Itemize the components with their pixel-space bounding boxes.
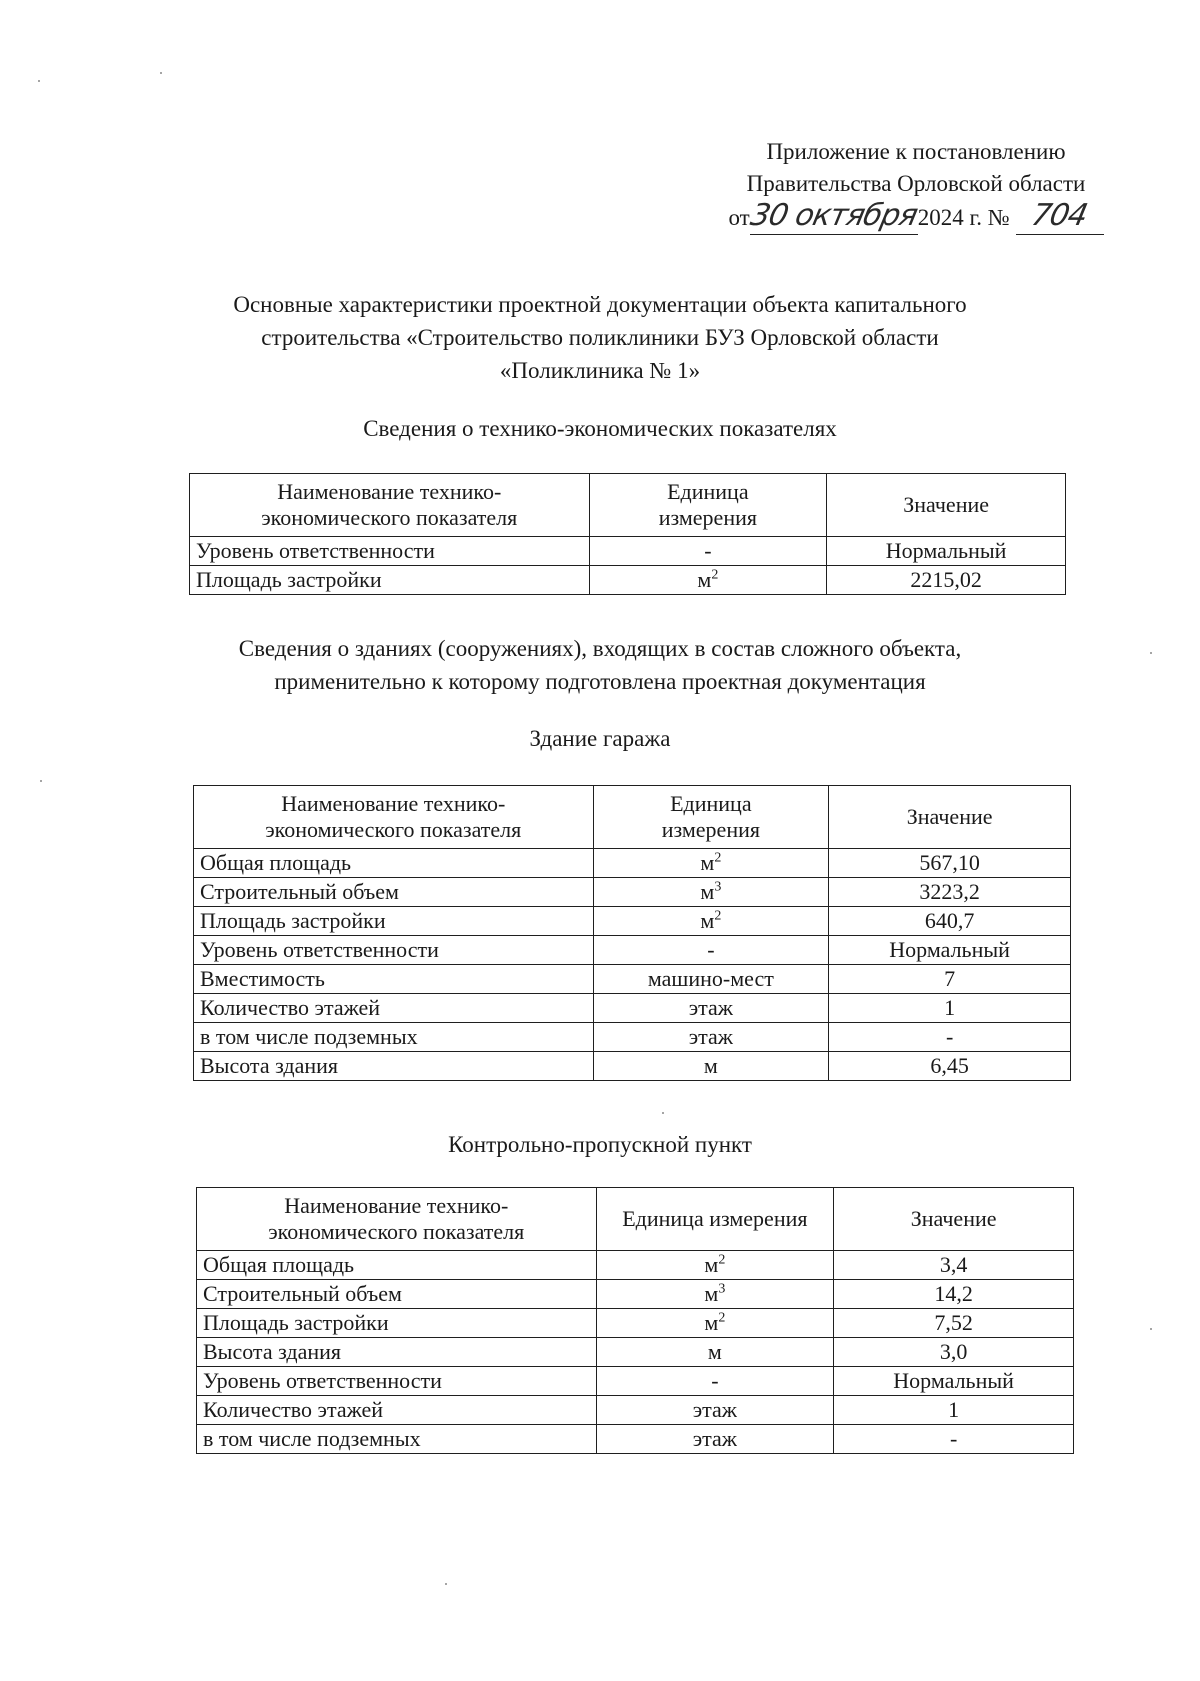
title-line-1: Основные характеристики проектной документации объекта капитального (233, 292, 967, 317)
year-and-number-label: 2024 г. № (917, 205, 1010, 230)
table-row (194, 965, 1071, 994)
table-row (194, 849, 1071, 878)
date-handwritten-field (747, 198, 921, 235)
row-value: 2215,02 (827, 566, 1066, 595)
checkpoint-heading: Контрольно-пропускной пункт (448, 1132, 752, 1157)
row-name: Уровень ответственности (190, 537, 590, 566)
table-row (197, 1396, 1074, 1425)
row-name: Вместимость (194, 965, 594, 994)
header-cell-value: Значение (827, 474, 1066, 537)
row-value: Нормальный (827, 537, 1066, 566)
row-value: 6,45 (829, 1052, 1071, 1081)
header-cell-name: Наименование технико- экономического показателя (197, 1188, 597, 1251)
table-row (194, 936, 1071, 965)
table-header-row (197, 1188, 1074, 1251)
table-row (197, 1425, 1074, 1454)
buildings-heading-line-2: применительно к которому подготовлена проектная документация (274, 669, 926, 694)
indicators-table (189, 473, 1066, 595)
row-name: Площадь застройки (190, 566, 590, 595)
scan-speck (38, 80, 40, 82)
scan-speck (1150, 1328, 1152, 1330)
scan-speck (1150, 652, 1152, 654)
table-row (197, 1280, 1074, 1309)
row-name: в том числе подземных (194, 1023, 594, 1052)
table-row (194, 878, 1071, 907)
row-unit: $м^2$ (596, 1309, 834, 1338)
row-name: Количество этажей (194, 994, 594, 1023)
row-value: Нормальный (829, 936, 1071, 965)
row-value: 3,0 (834, 1338, 1074, 1367)
row-value: 567,10 (829, 849, 1071, 878)
row-unit: - (596, 1367, 834, 1396)
row-value: Нормальный (834, 1367, 1074, 1396)
header-cell-unit: Единица измерения (596, 1188, 834, 1251)
row-unit: этаж (596, 1425, 834, 1454)
row-name: Высота здания (194, 1052, 594, 1081)
row-value: 7 (829, 965, 1071, 994)
table-row (197, 1338, 1074, 1367)
appendix-line-2: Правительства Орловской области (746, 171, 1086, 196)
number-handwritten-field (1016, 200, 1104, 235)
date-handwritten: 30 октября (747, 198, 921, 233)
row-value: - (834, 1425, 1074, 1454)
table-row (197, 1251, 1074, 1280)
section-heading-indicators: Сведения о технико-экономических показателях (363, 416, 837, 441)
table-row (190, 566, 1066, 595)
row-value: 1 (829, 994, 1071, 1023)
row-unit: этаж (593, 994, 829, 1023)
header-cell-unit: Единица измерения (593, 786, 829, 849)
row-name: Высота здания (197, 1338, 597, 1367)
row-name: Уровень ответственности (194, 936, 594, 965)
table-header-row (190, 474, 1066, 537)
table-row (197, 1309, 1074, 1338)
table-row (194, 1052, 1071, 1081)
row-name: Строительный объем (194, 878, 594, 907)
row-unit: - (589, 537, 827, 566)
row-value: - (829, 1023, 1071, 1052)
row-name: Общая площадь (194, 849, 594, 878)
row-unit: $м^3$ (596, 1280, 834, 1309)
table-row (194, 907, 1071, 936)
row-name: Площадь застройки (197, 1309, 597, 1338)
row-unit: этаж (593, 1023, 829, 1052)
scan-speck (160, 72, 162, 74)
row-unit: $м^2$ (596, 1251, 834, 1280)
appendix-line-1: Приложение к постановлению (766, 139, 1066, 164)
buildings-heading-line-1: Сведения о зданиях (сооружениях), входящих в состав сложного объекта, (238, 636, 962, 661)
header-cell-name: Наименование технико- экономического показателя (190, 474, 590, 537)
header-cell-value: Значение (834, 1188, 1074, 1251)
row-unit: $м^2$ (589, 566, 827, 595)
header-cell-name: Наименование технико- экономического показателя (194, 786, 594, 849)
title-line-2: строительства «Строительство поликлиники БУЗ Орловской области (261, 325, 939, 350)
row-name: Строительный объем (197, 1280, 597, 1309)
section-heading-buildings (0, 632, 1200, 698)
garage-table (193, 785, 1071, 1081)
table-row (194, 1023, 1071, 1052)
row-unit: машино-мест (593, 965, 829, 994)
number-handwritten: 704 (1028, 198, 1091, 233)
row-value: 14,2 (834, 1280, 1074, 1309)
appendix-header (706, 136, 1126, 235)
row-value: 3,4 (834, 1251, 1074, 1280)
header-cell-unit: Единица измерения (589, 474, 827, 537)
table-row (197, 1367, 1074, 1396)
row-value: 3223,2 (829, 878, 1071, 907)
row-unit: $м^2$ (593, 849, 829, 878)
scan-speck (662, 1112, 664, 1114)
scan-speck (445, 1583, 447, 1585)
table-row (190, 537, 1066, 566)
checkpoint-table (196, 1187, 1074, 1454)
row-value: 1 (834, 1396, 1074, 1425)
header-cell-value: Значение (829, 786, 1071, 849)
row-name: Общая площадь (197, 1251, 597, 1280)
garage-heading: Здание гаража (529, 726, 671, 751)
date-prefix: от (728, 205, 750, 230)
document-title (0, 288, 1200, 387)
row-value: 7,52 (834, 1309, 1074, 1338)
row-name: Уровень ответственности (197, 1367, 597, 1396)
row-name: Количество этажей (197, 1396, 597, 1425)
row-value: 640,7 (829, 907, 1071, 936)
title-line-3: «Поликлиника № 1» (499, 358, 701, 383)
row-unit: $м^3$ (593, 878, 829, 907)
table-row (194, 994, 1071, 1023)
row-name: в том числе подземных (197, 1425, 597, 1454)
row-unit: - (593, 936, 829, 965)
table-header-row (194, 786, 1071, 849)
row-name: Площадь застройки (194, 907, 594, 936)
scan-speck (40, 780, 42, 782)
row-unit: этаж (596, 1396, 834, 1425)
appendix-line-3 (706, 200, 1126, 235)
row-unit: м (596, 1338, 834, 1367)
row-unit: $м^2$ (593, 907, 829, 936)
row-unit: м (593, 1052, 829, 1081)
